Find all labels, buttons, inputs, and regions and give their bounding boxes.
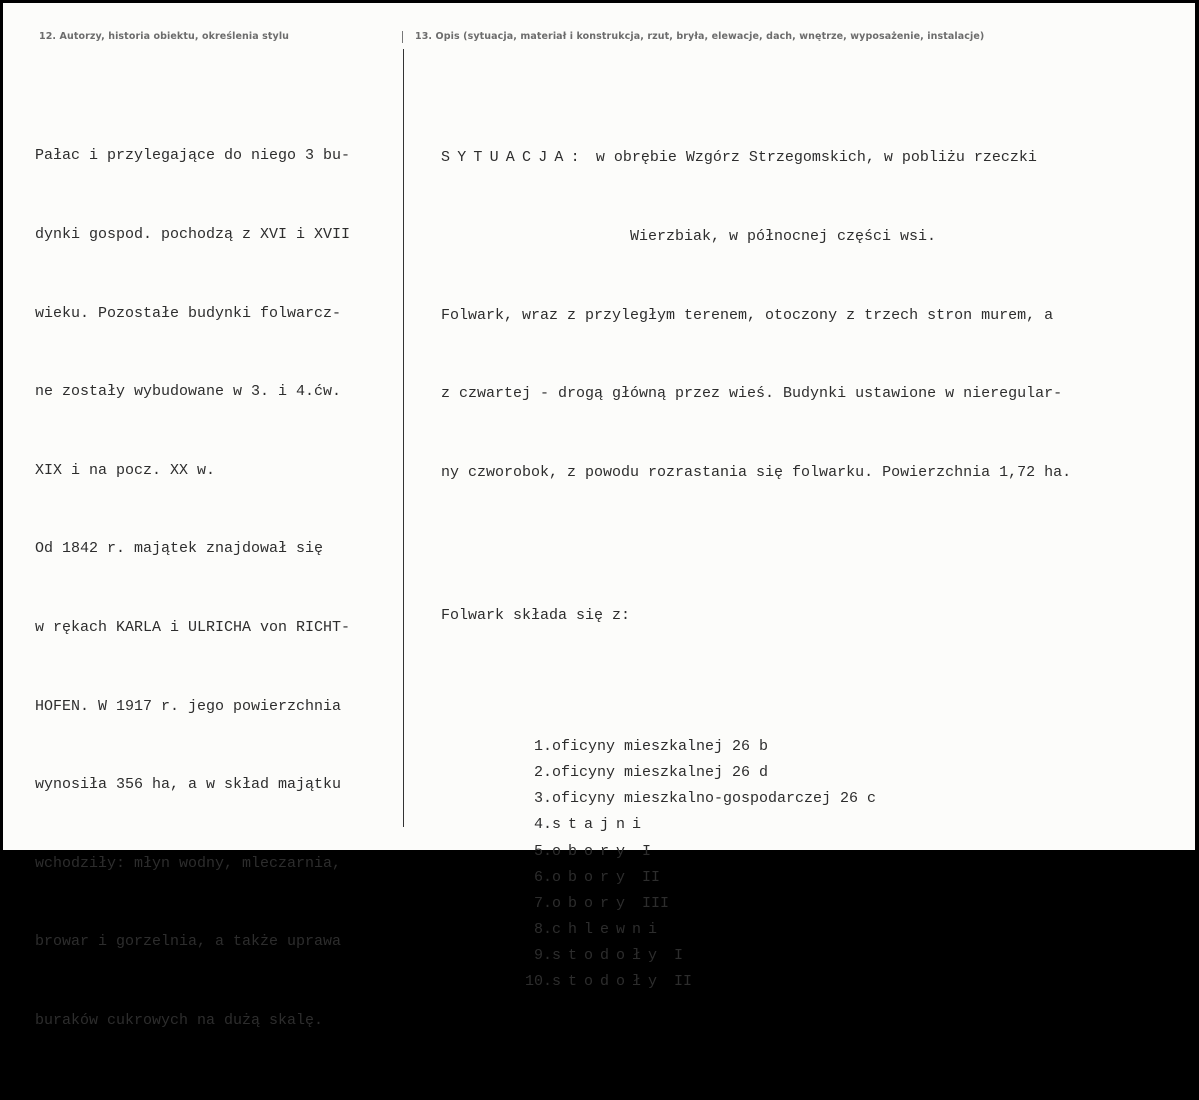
list-item-text: stodoły [552, 973, 665, 991]
history-line: wynosiła 356 ha, a w skład majątku [35, 776, 342, 794]
list-item-suffix: III [642, 894, 670, 912]
list-item [441, 917, 1181, 943]
paragraph-gap [441, 538, 1181, 550]
description-line: z czwartej - drogą główną przez wieś. Budynki ustawione w nieregular- [441, 385, 1063, 403]
list-item-number: 6. [533, 868, 552, 886]
building-list-items [441, 734, 1181, 996]
list-item [441, 969, 1181, 995]
list-item-number: 3. [533, 790, 552, 808]
description-line: ny czworobok, z powodu rozrastania się folwarku. Powierzchnia 1,72 ha. [441, 463, 1072, 481]
column-divider [403, 49, 404, 827]
list-item-number: 7. [533, 894, 552, 912]
list-item-number: 10. [524, 973, 552, 991]
list-item-text: stodoły [552, 947, 665, 965]
list-item-text: chlewni [552, 921, 665, 939]
history-line: XIX i na pocz. XX w. [35, 461, 216, 479]
list-item-text: obory [552, 842, 633, 860]
history-line: w rękach KARLA i ULRICHA von RICHT- [35, 618, 351, 636]
history-line: buraków cukrowych na dużą skalę. [35, 1011, 324, 1029]
description-text [441, 93, 1181, 1100]
history-line: HOFEN. W 1917 r. jego powierzchnia [35, 697, 342, 715]
history-line: dynki gospod. pochodzą z XVI i XVII [35, 226, 351, 243]
history-line: Pałac i przylegające do niego 3 bu- [35, 147, 351, 165]
list-item-number: 8. [533, 921, 552, 939]
history-line: ne zostały wybudowane w 3. i 4.ćw. [35, 383, 342, 401]
situation-line [441, 145, 1181, 171]
header-divider-tick [402, 31, 403, 43]
list-intro: Folwark składa się z: [441, 606, 631, 624]
list-item [441, 865, 1181, 891]
list-item-text: oficyny mieszkalno-gospodarczej 26 c [552, 790, 877, 808]
list-item [441, 943, 1181, 969]
situation-text: w obrębie Wzgórz Strzegomskich, w pobliżu rzeczki [595, 149, 1037, 167]
list-item-text: obory [552, 868, 633, 886]
list-item [441, 760, 1181, 786]
history-line: wchodziły: młyn wodny, mleczarnia, [35, 854, 342, 872]
section-12-header: 12. Autorzy, historia obiektu, określenia stylu [39, 31, 290, 42]
list-item [441, 786, 1181, 812]
list-item [441, 891, 1181, 917]
list-item-number: 9. [533, 947, 552, 965]
list-item [441, 734, 1181, 760]
document-card [3, 3, 1195, 1029]
history-line: Od 1842 r. majątek znajdował się [35, 540, 324, 558]
list-item-text: oficyny mieszkalnej 26 b [552, 737, 769, 755]
list-item-suffix: I [642, 842, 652, 860]
list-item [441, 812, 1181, 838]
list-item-suffix: II [642, 868, 661, 886]
list-item-number: 1. [533, 737, 552, 755]
list-item-text: obory [552, 894, 633, 912]
list-item-suffix: II [674, 973, 693, 991]
list-item-text: stajni [552, 816, 649, 834]
list-item [441, 839, 1181, 865]
list-item-number: 5. [533, 842, 552, 860]
history-line: wieku. Pozostałe budynki folwarcz- [35, 304, 342, 322]
building-list [441, 681, 1181, 1048]
history-text [35, 91, 403, 1087]
situation-text-continued: Wierzbiak, w północnej części wsi. [630, 228, 937, 245]
list-item-suffix: I [674, 947, 684, 965]
list-item-number: 4. [533, 816, 552, 834]
section-13-header: 13. Opis (sytuacja, materiał i konstrukcja, rzut, bryła, elewacje, dach, wnętrze, wyposażenie, instalacje) [415, 31, 985, 42]
situation-label: SYTUACJA: [441, 149, 587, 167]
history-line: browar i gorzelnia, a także uprawa [35, 933, 342, 951]
description-line: Folwark, wraz z przyległym terenem, otoczony z trzech stron murem, a [441, 306, 1054, 324]
list-item-number: 2. [533, 763, 552, 781]
list-item-text: oficyny mieszkalnej 26 d [552, 763, 769, 781]
